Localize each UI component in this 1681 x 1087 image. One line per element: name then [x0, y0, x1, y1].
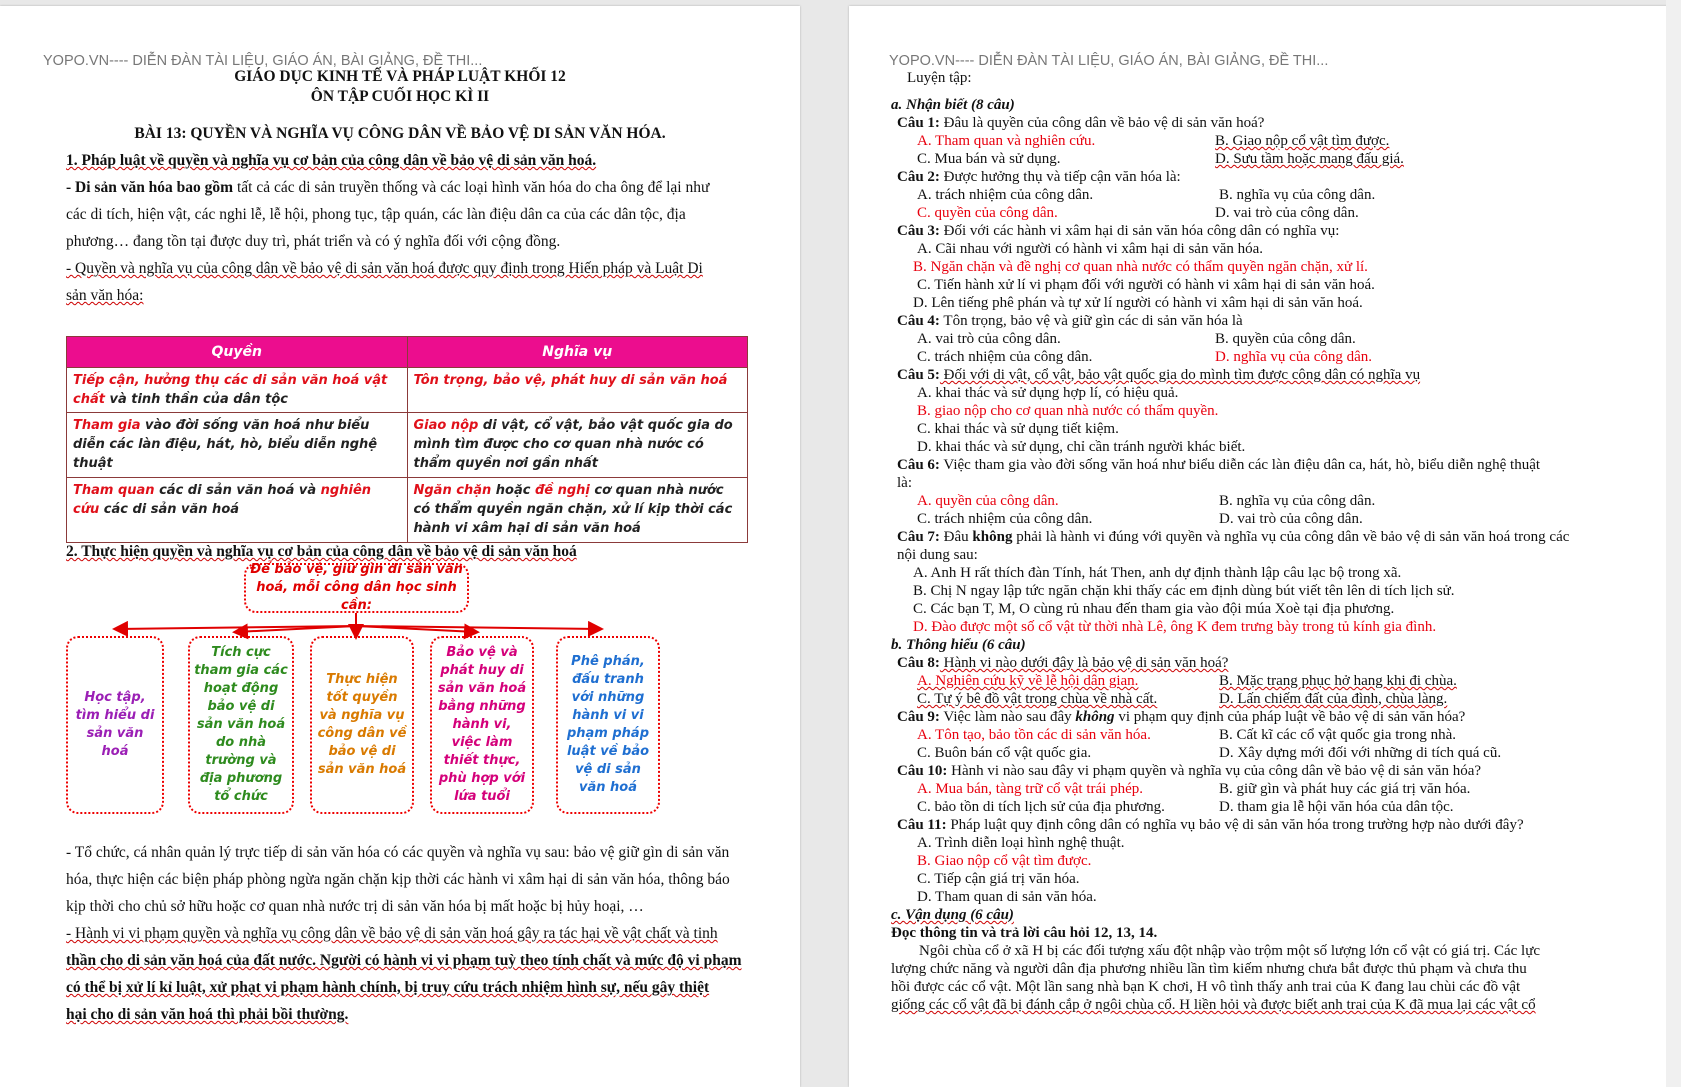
option-d: D. Lên tiếng phê phán và tự xử lí người có hành vi xâm hại di sản văn hoá.: [913, 295, 1363, 311]
option-c: C. Các bạn T, M, O cùng rủ nhau đến tham gia vào đội múa Xoè tại địa phương.: [913, 601, 1395, 617]
practice-label: Luyện tập:: [907, 70, 972, 86]
option-a: A. Nghiên cứu kỹ về lễ hội dân gian.: [917, 673, 1139, 689]
option-d: D. Sưu tầm hoặc mang đấu giá.: [1215, 151, 1404, 167]
option-d: D. nghĩa vụ của công dân.: [1215, 349, 1373, 365]
option-c: C. Tự ý bê đồ vật trong chùa về nhà cất.: [917, 691, 1158, 707]
passage-line: lượng chức năng và người dân địa phương nhiều lần tìm kiếm nhưng chưa bắt được thủ phạm và chưa thu: [891, 961, 1527, 977]
passage-line: Ngôi chùa cổ ở xã H bị các đối tượng xấu đột nhập vào trộm một số lượng lớn cổ vật có giá trị. Các lực: [919, 943, 1540, 959]
option-c: C. trách nhiệm của công dân.: [917, 511, 1093, 527]
paragraph-1-line: - Di sản văn hóa bao gồm tất cả các di sản truyền thống và các loại hình văn hóa do cha ông để lại như: [66, 179, 710, 196]
option-b: B. Ngăn chặn và đề nghị cơ quan nhà nước có thẩm quyền ngăn chặn, xử lí.: [913, 259, 1368, 275]
diagram-arrows: [0, 6, 800, 656]
rights-cell: Tham quan các di sản văn hoá và nghiên cứu các di sản văn hoá: [67, 478, 408, 543]
diagram-box-protect: Bảo vệ và phát huy di sản văn hoá bằng những hành vi, việc làm thiết thực, phù hợp với lứa tuổi: [430, 636, 534, 814]
option-b: B. Giao nộp cổ vật tìm được.: [917, 853, 1092, 869]
duties-cell: Tôn trọng, bảo vệ, phát huy di sản văn hoá: [407, 368, 748, 413]
option-a: A. khai thác và sử dụng hợp lí, có hiệu quả.: [917, 385, 1179, 401]
option-d: D. Tham quan di sản văn hóa.: [917, 889, 1097, 905]
paragraph-2-line: sản văn hóa:: [66, 287, 144, 304]
option-c: C. quyền của công dân.: [917, 205, 1058, 221]
vertical-scrollbar[interactable]: [1666, 0, 1681, 1087]
option-b: B. nghĩa vụ của công dân.: [1219, 187, 1376, 203]
question-2: Câu 2: Được hưởng thụ và tiếp cận văn hóa là:: [897, 169, 1181, 185]
paragraph-3-line: - Tổ chức, cá nhân quản lý trực tiếp di sản văn hóa có các quyền và nghĩa vụ sau: bảo vệ giữ gìn di sản văn: [66, 844, 730, 861]
option-b: B. giao nộp cho cơ quan nhà nước có thẩm quyền.: [917, 403, 1219, 419]
paragraph-3-line: kịp thời cho chủ sở hữu hoặc cơ quan nhà nước trị di sản văn hóa bị mất hoặc bị hủy hoại, …: [66, 898, 644, 915]
rights-cell: Tiếp cận, hưởng thụ các di sản văn hoá vật chất và tinh thần của dân tộc: [67, 368, 408, 413]
diagram-box-study: Học tập, tìm hiểu di sản văn hoá: [66, 636, 164, 814]
question-7-cont: nội dung sau:: [897, 547, 978, 563]
paragraph-2-line: - Quyền và nghĩa vụ của công dân về bảo vệ di sản văn hoá được quy định trong Hiến pháp và Luật Di: [66, 260, 703, 277]
rights-cell: Tham gia vào đời sống văn hoá như biểu diễn các làn điệu, hát, hò, biểu diễn nghệ thuật: [67, 413, 408, 478]
section-c-heading: c. Vận dụng (6 câu): [891, 907, 1014, 923]
option-b: B. Cất kĩ các cổ vật quốc gia trong nhà.: [1219, 727, 1457, 743]
option-a: A. trách nhiệm của công dân.: [917, 187, 1094, 203]
option-c: C. Tiến hành xử lí vi phạm đối với người có hành vi xâm hại di sản văn hoá.: [917, 277, 1375, 293]
option-c: C. Buôn bán cổ vật quốc gia.: [917, 745, 1092, 761]
option-b: B. giữ gìn và phát huy các giá trị văn hóa.: [1219, 781, 1471, 797]
subject-title: GIÁO DỤC KINH TẾ VÀ PHÁP LUẬT KHỐI 12: [234, 68, 566, 85]
option-d: D. vai trò của công dân.: [1215, 205, 1359, 221]
question-8: Câu 8: Hành vi nào dưới đây là bảo vệ di sản văn hoá?: [897, 655, 1229, 671]
question-6-cont: là:: [897, 475, 912, 491]
diagram-box-fulfil: Thực hiện tốt quyền và nghĩa vụ công dân về bảo vệ di sản văn hoá: [310, 636, 414, 814]
diagram-box-participate: Tích cực tham gia các hoạt động bảo vệ di sản văn hoá do nhà trường và địa phương tổ chức: [188, 636, 294, 814]
paragraph-1-line: các di tích, hiện vật, các nghi lễ, lễ hội, phong tục, tập quán, các làn điệu dân ca của các dân tộc, địa: [66, 206, 686, 223]
site-header: YOPO.VN---- DIỄN ĐÀN TÀI LIỆU, GIÁO ÁN, BÀI GIẢNG, ĐỀ THI...: [43, 53, 483, 69]
diagram-root-box: Để bảo vệ, giữ gìn di sản văn hoá, mỗi công dân học sinh cần:: [244, 563, 469, 613]
question-1: Câu 1: Đâu là quyền của công dân về bảo vệ di sản văn hoá?: [897, 115, 1265, 131]
option-a: A. vai trò của công dân.: [917, 331, 1061, 347]
paragraph-1-line: phương… đang tồn tại được duy trì, phát triển và có ý nghĩa đối với cộng đồng.: [66, 233, 561, 250]
option-c: C. Mua bán và sử dụng.: [917, 151, 1061, 167]
option-a: A. quyền của công dân.: [917, 493, 1059, 509]
question-10: Câu 10: Hành vi nào sau đây vi phạm quyền và nghĩa vụ của công dân về bảo vệ di sản văn hóa?: [897, 763, 1482, 779]
exam-title: ÔN TẬP CUỐI HỌC KÌ II: [310, 88, 490, 105]
column-header-duties: Nghĩa vụ: [407, 337, 748, 368]
option-d: D. Đào được một số cổ vật từ thời nhà Lê, ông K đem trưng bày trong tủ kính gia đình.: [913, 619, 1437, 635]
option-b: B. quyền của công dân.: [1215, 331, 1356, 347]
reading-prompt: Đọc thông tin và trả lời câu hỏi 12, 13, 14.: [891, 925, 1158, 941]
column-header-rights: Quyền: [67, 337, 408, 368]
option-b: B. nghĩa vụ của công dân.: [1219, 493, 1376, 509]
paragraph-4-line: - Hành vi vi phạm quyền và nghĩa vụ công dân về bảo vệ di sản văn hoá gây ra tác hại về vật chất và tinh: [66, 925, 718, 942]
question-3: Câu 3: Đối với các hành vi xâm hại di sản văn hóa công dân có nghĩa vụ:: [897, 223, 1340, 239]
diagram-box-criticize: Phê phán, đấu tranh với những hành vi vi phạm pháp luật về bảo vệ di sản văn hoá: [556, 636, 660, 814]
paragraph-4-line: hại cho di sản văn hoá thì phải bồi thường.: [66, 1006, 349, 1023]
option-b: B. Mặc trang phục hở hang khi đi chùa.: [1219, 673, 1457, 689]
option-d: D. tham gia lễ hội văn hóa của dân tộc.: [1219, 799, 1454, 815]
question-9: Câu 9: Việc làm nào sau đây không vi phạm quy định của pháp luật về bảo vệ di sản văn hóa?: [897, 709, 1466, 725]
option-a: A. Tôn tạo, bảo tồn các di sản văn hóa.: [917, 727, 1151, 743]
document-page-2: [849, 6, 1681, 1087]
option-b: B. Giao nộp cổ vật tìm được.: [1215, 133, 1390, 149]
section-1-heading: 1. Pháp luật về quyền và nghĩa vụ cơ bản của công dân về bảo vệ di sản văn hoá.: [66, 152, 597, 169]
option-a: A. Cãi nhau với người có hành vi xâm hại di sản văn hóa.: [917, 241, 1264, 257]
option-c: C. khai thác và sử dụng tiết kiệm.: [917, 421, 1119, 437]
lesson-title: BÀI 13: QUYỀN VÀ NGHĨA VỤ CÔNG DÂN VỀ BẢO VỆ DI SẢN VĂN HÓA.: [134, 125, 666, 142]
section-b-heading: b. Thông hiểu (6 câu): [891, 637, 1026, 653]
paragraph-3-line: hóa, thực hiện các biện pháp phòng ngừa ngăn chặn kịp thời các hành vi xâm hại di sản văn hóa, thông báo: [66, 871, 730, 888]
question-6: Câu 6: Việc tham gia vào đời sống văn hoá như biểu diễn các làn điệu dân ca, hát, hò, biểu diễn nghệ thuật: [897, 457, 1541, 473]
option-c: C. bảo tồn di tích lịch sử của địa phương.: [917, 799, 1165, 815]
option-b: B. Chị N ngay lập tức ngăn chặn khi thấy các em định dùng bút viết tên lên di tích lịch sử.: [913, 583, 1455, 599]
section-a-heading: a. Nhận biết (8 câu): [891, 97, 1015, 113]
passage-line: hồi được các cổ vật. Một lần sang nhà bạn K chơi, H vô tình thấy anh trai của K đang lau chùi các đồ vật: [891, 979, 1521, 995]
question-4: Câu 4: Tôn trọng, bảo vệ và giữ gìn các di sản văn hóa là: [897, 313, 1243, 329]
paragraph-4-line: thần cho di sản văn hoá của đất nước. Người có hành vi vi phạm tuỳ theo tính chất và mức độ vi phạm: [66, 952, 742, 969]
option-c: C. trách nhiệm của công dân.: [917, 349, 1093, 365]
option-d: D. Lấn chiếm đất của đình, chùa làng.: [1219, 691, 1448, 707]
option-d: D. Xây dựng mới đối với những di tích quá cũ.: [1219, 745, 1502, 761]
section-2-heading: 2. Thực hiện quyền và nghĩa vụ cơ bản của công dân về bảo vệ di sản văn hoá: [66, 543, 577, 560]
option-a: A. Anh H rất thích đàn Tính, hát Then, anh dự định thành lập câu lạc bộ trong xã.: [913, 565, 1402, 581]
passage-line: giống các cổ vật đã bị đánh cắp ở ngôi chùa cổ. H liền hỏi và được biết anh trai của K đã mua lại các vật cổ: [891, 997, 1536, 1013]
duties-cell: Ngăn chặn hoặc đề nghị cơ quan nhà nước có thẩm quyền ngăn chặn, xử lí kịp thời các hành vi xâm hại di sản văn hoá: [407, 478, 748, 543]
question-7: Câu 7: Đâu không phải là hành vi đúng với quyền và nghĩa vụ của công dân về bảo vệ di sản văn hoá trong các: [897, 529, 1570, 545]
site-header: YOPO.VN---- DIỄN ĐÀN TÀI LIỆU, GIÁO ÁN, BÀI GIẢNG, ĐỀ THI...: [889, 53, 1329, 69]
question-5: Câu 5: Đối với di vật, cổ vật, bảo vật quốc gia do mình tìm được công dân có nghĩa vụ: [897, 367, 1421, 383]
option-a: A. Trình diễn loại hình nghệ thuật.: [917, 835, 1125, 851]
option-a: A. Mua bán, tàng trữ cổ vật trái phép.: [917, 781, 1143, 797]
document-page-1: [0, 6, 800, 1087]
option-c: C. Tiếp cận giá trị văn hóa.: [917, 871, 1080, 887]
paragraph-4-line: có thể bị xử lí kỉ luật, xử phạt vi phạm hành chính, bị truy cứu trách nhiệm hình sự, nếu gây thiệt: [66, 979, 710, 996]
option-d: D. khai thác và sử dụng, chỉ cần tránh người khác biết.: [917, 439, 1246, 455]
option-a: A. Tham quan và nghiên cứu.: [917, 133, 1096, 149]
duties-cell: Giao nộp di vật, cổ vật, bảo vật quốc gia do mình tìm được cho cơ quan nhà nước có thẩm quyền nơi gần nhất: [407, 413, 748, 478]
option-d: D. vai trò của công dân.: [1219, 511, 1363, 527]
question-11: Câu 11: Pháp luật quy định công dân có nghĩa vụ bảo vệ di sản văn hóa trong trường hợp nào dưới đây?: [897, 817, 1524, 833]
